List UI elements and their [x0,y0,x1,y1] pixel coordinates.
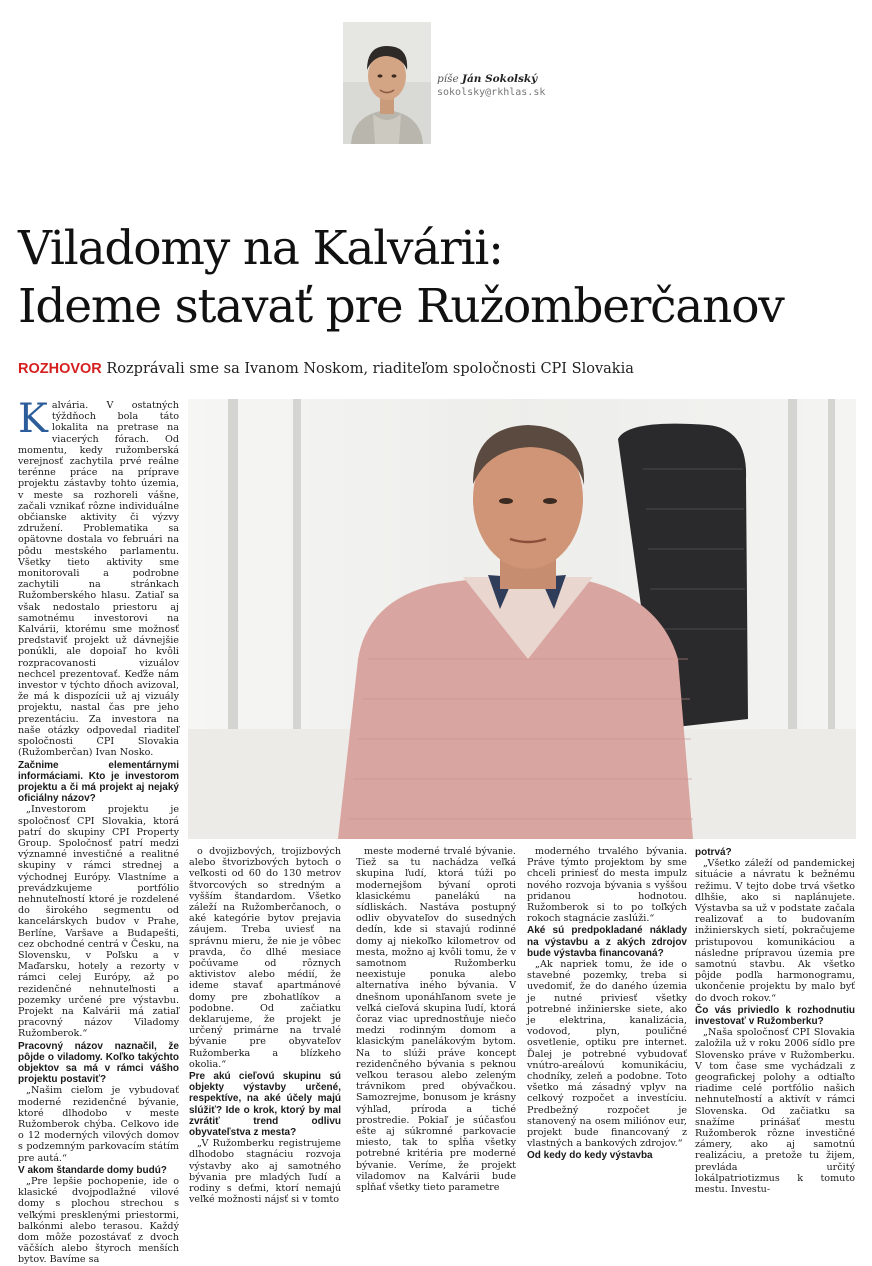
article-column-2 [189,846,341,1206]
paragraph-text: meste moderné trvalé bývanie. Tiež sa tu nachádza veľká skupina ľudí, ktorá túži po modernejšom bývaní oproti klasickému panelákú na sídliskách. Nastáva postupný odliv obyvateľov do susedných dedín, kde si stavajú rodinné domy aj niekoľko kilometrov od mesta, možno aj kvôli tomu, že v samotnom Ružomberku neexistuje ponuka alebo alternatíva iného bývania. V dnešnom uponáhľanom svete je veľká cieľová skupina ľudí, ktorá čoraz viac uprednostňuje niečo medzi rodinným domom a klasickým panelákovým bytom. Na to slúži práve koncept rezidenčného bývania s peknou veľkou terasou alebo zeleným trávnikom pred obývačkou. Samozrejme, bonusom je krásny výhľad, príroda a tiché prostredie. Pokiaľ je súčasťou ešte aj súkromné parkovacie miesto, tak to spĺňa všetky potrebné kritéria pre moderné bývanie. Veríme, že projekt viladomov na Kalvárii bude spĺňať všetky tieto parametre [356,846,516,1194]
interview-question [527,925,687,959]
headline-line-2: Ideme stavať pre Ružomberčanov [18,279,784,334]
paragraph [18,1176,179,1266]
paragraph-text: „Našim cieľom je vybudovať moderné rezidenčné bývanie, ktoré dlhodobo v meste Ružomberok chýba. Celkovo ide o 12 moderných vilových domov s podzemným parkovacím státím pre autá.“ [18,1085,179,1164]
interview-photo [188,399,856,839]
paragraph-text: o dvojizbových, trojizbových alebo štvorizbových bytoch o veľkosti od 60 do 130 metrov štvorcových so stredným a vyšším štandardom. Všetko záleží na Ružomberčanoch, o aké kategórie bytov prejavia záujem. Treba uviesť na správnu mieru, že nie je vôbec pravda, čo dlhé mesiace počúvame od rôznych aktivistov alebo médií, že ideme stavať apartmánové domy pre zbohatlíkov a podobne. Od začiatku deklarujeme, že projekt je určený primárne na trvalé bývanie pre obyvateľov Ružomberka a blízkeho okolia.“ [189,846,341,1070]
interview-question [527,1150,687,1161]
paragraph-text: „Ak napriek tomu, že ide o stavebné pozemky, treba si uvedomiť, že do daného územia je nutné priviesť všetky potrebné inžinierske siete, ako je elektrina, kanalizácia, vodovod, plyn, pouličné osvetlenie, optiku pre internet. Ďalej je potrebné vybudovať vnútro-areálovú komunikáciu, chodníky, zeleň a podobne. Toto všetko má zásadný vplyv na celkový rozpočet a investíciu. Predbežný rozpočet je stanovený na osem miliónov eur, projekt bude financovaný z vlastných a bankových zdrojov.“ [527,959,687,1150]
author-email: sokolsky@rkhlas.sk [437,87,546,98]
paragraph-text: Pre akú cieľovú skupinu sú objekty výstavby určené, respektíve, na aké účely majú slúžiť? Ide o krok, ktorý by mal zvrátiť trend odlivu obyvateľstva z mesta? [189,1071,341,1139]
article-column-5 [695,846,855,1196]
article-column-3 [356,846,516,1194]
paragraph-text: Čo vás priviedlo k rozhodnutiu investovať v Ružomberku? [695,1004,855,1028]
paragraph [189,846,341,1070]
headline-line-1: Viladomy na Kalvárii: [18,221,503,276]
paragraph-text: „Naša spoločnosť CPI Slovakia založila už v roku 2006 sídlo pre Slovensko práve v Ružomberku. V tom čase sme vychádzali z geografickej polohy a odtiaľto riadime celé portfólio našich nehnuteľností a aktivít v rámci Slovenska. Od začiatku sa snažíme prinášať mestu Ružomberok rôzne investičné zámery, ako aj samotnú realizáciu, a pretože tu žijem, prevláda určitý lokálpatriotizmus k tomuto mestu. Investu- [695,1027,855,1196]
dropcap: K [18,396,48,442]
article-column-1 [18,396,179,1266]
paragraph [18,804,179,1039]
paragraph [527,846,687,924]
paragraph [527,959,687,1149]
paragraph-text: „Všetko záleží od pandemickej situácie a návratu k bežnému režimu. V tejto dobe trvá všetko dlhšie, ako si naplánujete. Výstavba sa už v podstate začala realizovať a to budovaním inžinierskych sietí, pokračujeme pristupovou komunikáciou a následne prípravou územia pre samotnú stavbu. Ak všetko pôjde podľa harmonogramu, ukončenie projektu by malo byť do dvoch rokov.“ [695,858,855,1004]
paragraph-text: Aké sú predpokladané náklady na výstavbu a z akých zdrojov bude výstavba financovaná? [527,925,687,959]
article-column-4 [527,846,687,1162]
paragraph-text: moderného trvalého bývania. Práve týmto projektom by sme chceli priniesť do mesta impulz nového rozvoja bývania s vyššou pridanou hodnotou. Ružomberok si to po toľkých rokoch stagnácie zaslúži.“ [527,846,687,925]
paragraph-text: alvária. V ostatných týždňoch bola táto lokalita na pretrase na viacerých fórach. Od momentu, kedy ružomberská verejnosť zachytila prvé reálne terénne práce na príprave projektu zástavby tohto územia, v meste sa rozhoreli vášne, začali vznikať rôzne individuálne občianske aktivity či výzvy združení. Problematika sa opätovne dostala vo februári na pôdu mestského parlamentu. Všetky tieto aktivity sme monitorovali a podrobne zachytili na stránkach Ružomberského hlasu. Zatiaľ sa však nedostalo priestoru aj samotnému investorovi na Kalvárii, ktorému sme možnosť predstaviť projekt už dávnejšie ponúkli, ale dopoiaľ ho kvôli rozpracovanosti vizuálov nechcel prezentovať. Keďže nám investor v týchto dňoch avizoval, že má k dispozícii už aj vizuály projektu, nastal čas pre jeho prezentáciu. Za investora na naše otázky odpovedal riaditeľ spoločnosti CPI Slovakia (Ružomberčan) Ivan Nosko. [18,400,179,759]
paragraph-text: V akom štandarde domy budú? [18,1164,167,1176]
paragraph [18,396,179,759]
paragraph-text: potrvá? [695,847,732,858]
interview-question [189,1071,341,1138]
headline [18,220,863,336]
paragraph [18,1085,179,1163]
interview-question [695,847,855,858]
interview-question [18,1041,179,1086]
interview-question [18,1165,179,1176]
byline-prefix: píše [437,73,459,85]
paragraph [695,858,855,1004]
interview-question [695,1005,855,1027]
paragraph-text: Začnime elementárnymi informáciami. Kto je investorom projektu a či má projekt aj nejaký oficiálny názov? [18,759,179,805]
paragraph [356,846,516,1193]
paragraph [695,1027,855,1195]
kicker [18,361,634,377]
section-tag: ROZHOVOR [18,361,102,377]
kicker-text: Rozprávali sme sa Ivanom Noskom, riaditeľom spoločnosti CPI Slovakia [106,361,634,377]
paragraph [189,1138,341,1205]
author-name: Ján Sokolský [462,73,538,85]
paragraph-text: Pracovný názov naznačil, že pôjde o viladomy. Koľko takýchto objektov sa má v rámci vášho projektu postaviť? [18,1040,179,1086]
paragraph-text: „Investorom projektu je spoločnosť CPI Slovakia, ktorá patrí do skupiny CPI Property Group. Spoločnosť patrí medzi významné investičné a realitné skupiny v rámci strednej a východnej Európy. Vlastníme a prevádzkujeme portfólio nehnuteľností ktoré je rozdelené do širokého segmentu od kancelárskych budov v Prahe, Berlíne, Varšave a Budapešti, cez obchodné centrá v Česku, na Slovensku, v Poľsku a v Maďarsku, hotely a rezorty v rámci celej Európy, až po rezidenčné nehnuteľnosti a pozemky určené pre výstavbu. Projekt na Kalvárii má zatiaľ pracovný názov Viladomy Ružomberok.“ [18,804,179,1040]
paragraph-text: Od kedy do kedy výstavba [527,1150,653,1162]
byline [437,72,545,100]
interview-question [18,760,179,805]
paragraph-text: „V Ružomberku registrujeme dlhodobo stagnáciu rozvoja výstavby ako aj samotného bývania pre mladých ľudí a rodiny s deťmi, ktorí nemajú veľké možnosti nájsť si v tomto [189,1138,341,1206]
author-photo [343,22,431,144]
paragraph-text: „Pre lepšie pochopenie, ide o klasické dvojpodlažné vilové domy s plochou strechou s veľkými presklenými priestormi, balkónmi alebo terasou. Každý dom môže pozostávať z dvoch väčších alebo štyroch menších bytov. Bavíme sa [18,1176,179,1266]
